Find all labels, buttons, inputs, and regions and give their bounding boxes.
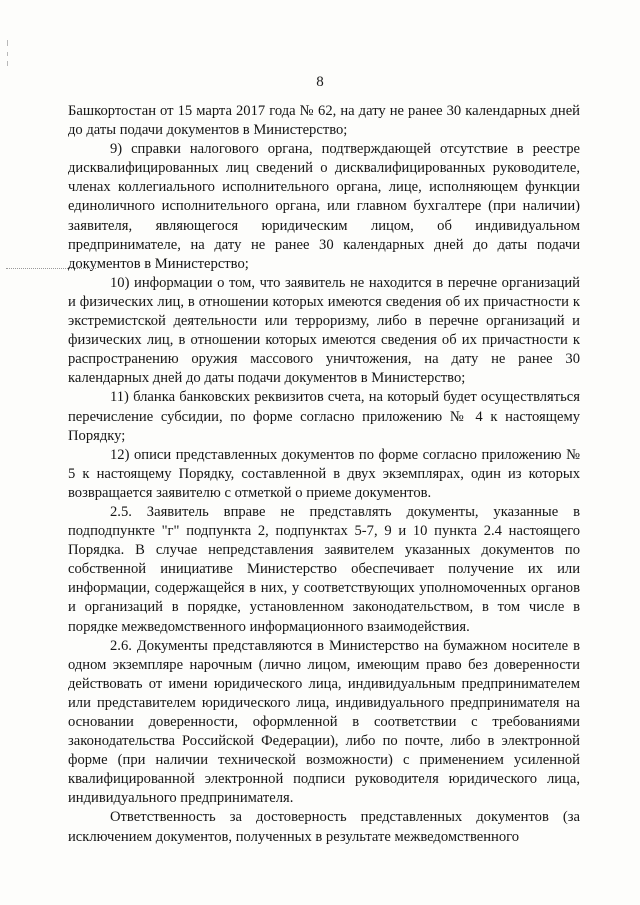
paragraph: 9) справки налогового органа, подтверждающей отсутствие в реестре дисквалифицированных лиц сведений о дисквалифицированных руководителе, членах коллегиального исполнительного органа, лице, исполняющем функции единоличного исполнительного органа, или главном бухгалтере (при наличии) заявителя, являющегося юридическим лицом, об индивидуальном предпринимателе, на дату не ранее 30 календарных дней до даты подачи документов в Министерство;: [68, 141, 580, 272]
scan-artifact: [7, 52, 8, 56]
paragraph: 12) описи представленных документов по форме согласно приложению № 5 к настоящему Порядку, составленной в двух экземплярах, один из которых возвращается заявителю с отметкой о приеме документов.: [68, 446, 580, 501]
paragraph: Ответственность за достоверность представленных документов (за исключением документов, полученных в результате межведомственного: [68, 809, 580, 845]
paragraph: 11) бланка банковских реквизитов счета, на который будет осуществляться перечисление субсидии, по форме согласно приложению № 4 к настоящему Порядку;: [68, 389, 580, 444]
scan-artifact: [7, 40, 8, 46]
document-body: [68, 102, 580, 847]
paragraph: 10) информации о том, что заявитель не находится в перечне организаций и физических лиц, в отношении которых имеются сведения об их причастности к экстремистской деятельности или терроризму, либо в перечне организаций и физических лиц, в отношении которых имеются сведения об их причастности к распространению оружия массового уничтожения, на дату не ранее 30 календарных дней до даты подачи документов в Министерство;: [68, 274, 580, 387]
paragraph: 2.5. Заявитель вправе не представлять документы, указанные в подподпункте "г" подпункта 2, подпунктах 5-7, 9 и 10 пункта 2.4 настоящего Порядка. В случае непредставления заявителем указанных документов по собственной инициативе Министерство обеспечивает получение их или информации, содержащейся в них, у соответствующих уполномоченных органов и организаций в порядке, установленном законодательством, в том числе в порядке межведомственного информационного взаимодействия.: [68, 503, 580, 635]
paragraph: 2.6. Документы представляются в Министерство на бумажном носителе в одном экземпляре нарочным (лично лицом, имеющим право без доверенности действовать от имени юридического лица, индивидуальным предпринимателем или представителем юридического лица, индивидуального предпринимателя на основании доверенности, оформленной в соответствии с требованиями законодательства Российской Федерации), либо по почте, либо в электронной форме (при наличии технической возможности) с применением усиленной квалифицированной электронной подписи руководителя юридического лица, индивидуального предпринимателя.: [68, 637, 580, 807]
page-number: 8: [316, 74, 324, 90]
paragraph: Башкортостан от 15 марта 2017 года № 62, на дату не ранее 30 календарных дней до даты подачи документов в Министерство;: [68, 103, 580, 139]
scan-artifact: [7, 61, 8, 66]
